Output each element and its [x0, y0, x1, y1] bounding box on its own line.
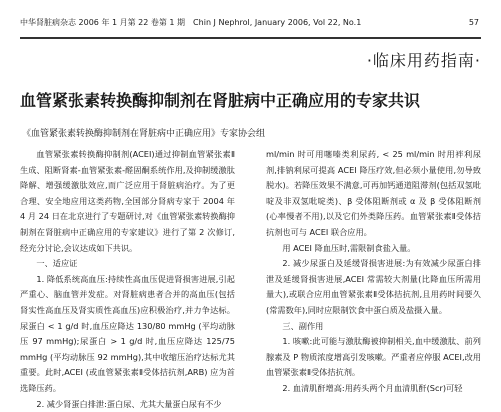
article-title: 血管紧张素转换酶抑制剂在肾脏病中正确应用的专家共识: [20, 88, 420, 111]
body-paragraph: 2. 减少尿蛋白及延缓肾损害进展:为有效减少尿蛋白排泄及延缓肾损害进展,ACEI 常需较大剂量(比降血压所需用量大),或联合应用血管紧张素Ⅱ受体拮抗剂,且用药时间要久(常需数年),同时应限制饮食中蛋白质及盐摄入量。: [266, 256, 481, 318]
body-paragraph: 1. 降低系统高血压:持续性高血压促进肾损害进展,引起严重心、脑血管并发症。对肾脏病患者合并的高血压(包括肾实性高血压及肾实质性高血压)应积极治疗,并力争达标。尿蛋白 < 1 g/d 时,血压应降达 130/80 mmHg (平均动脉压 97 mmHg);尿蛋白 > 1 g/d 时,血压应降达 125/75 mmHg (平均动脉压 92 mmHg),其中收缩压治疗达标尤其重要。此时,ACEI (或血管紧张素Ⅱ受体拮抗剂,ARB) 应为首选降压药。: [20, 272, 235, 397]
running-header: [20, 15, 481, 39]
body-paragraph: 1. 咳嗽:此可能与激肽酶被抑制相关,血中缓激肽、前列腺素及 P 物质浓度增高引发咳嗽。严重者应停服 ACEI,改用血管紧张素Ⅱ受体拮抗剂。: [266, 334, 481, 381]
right-column: [266, 147, 481, 397]
intro-paragraph: 血管紧张素转换酶抑制剂(ACEI)通过抑制血管紧张素Ⅱ生成、阻断肾素-血管紧张素-醛固酮系统作用,及抑制缓激肽降解、增强缓激肽效应,而广泛应用于肾脏病治疗。为了更合理、安全地应用这类药物,全国部分肾病专家于 2004 年 4 月 24 日在北京进行了专题研讨,对《血管紧张素转换酶抑制剂在肾脏病中正确应用的专家建议》进行了第 2 次修订,经充分讨论,会议达成如下共识。: [20, 147, 235, 256]
body-paragraph: 用 ACEI 降血压时,需限制食盐入量。: [266, 241, 481, 257]
section-heading: 三、副作用: [266, 319, 481, 335]
page-number: 57: [469, 17, 479, 29]
body-paragraph: 2. 减少肾蛋白排泄:蛋白尿、尤其大量蛋白尿有不少: [20, 397, 235, 412]
left-column: [20, 147, 235, 412]
author-byline: 《血管紧张素转换酶抑制剂在肾脏病中正确应用》专家协会组: [22, 126, 265, 139]
body-paragraph: ml/min 时可用噻嗪类利尿药, < 25 ml/min 时用袢利尿剂,排钠利尿可提高 ACEI 降压疗效,但必须小量使用,勿导致脱水)。若降压效果不满意,可再加钙通道阻滞剂(包括双氢吡啶及非双氢吡啶类)、β 受体阻断剂或 α 及 β 受体阻断剂(心率慢者不用),以及它们外类降压药。血管紧张素Ⅱ受体拮抗剂也可与 ACEI 联合应用。: [266, 147, 481, 241]
section-label: ·临床用药指南·: [367, 48, 481, 71]
journal-citation: 中华肾脏病杂志 2006 年 1 月第 22 卷第 1 期 Chin J Nephrol, January 2006, Vol 22, No.1: [20, 17, 361, 29]
section-heading: 一、适应证: [20, 256, 235, 272]
body-paragraph: 2. 血清肌酐增高:用药头两个月血清肌酐(Scr)可轻: [266, 381, 481, 397]
